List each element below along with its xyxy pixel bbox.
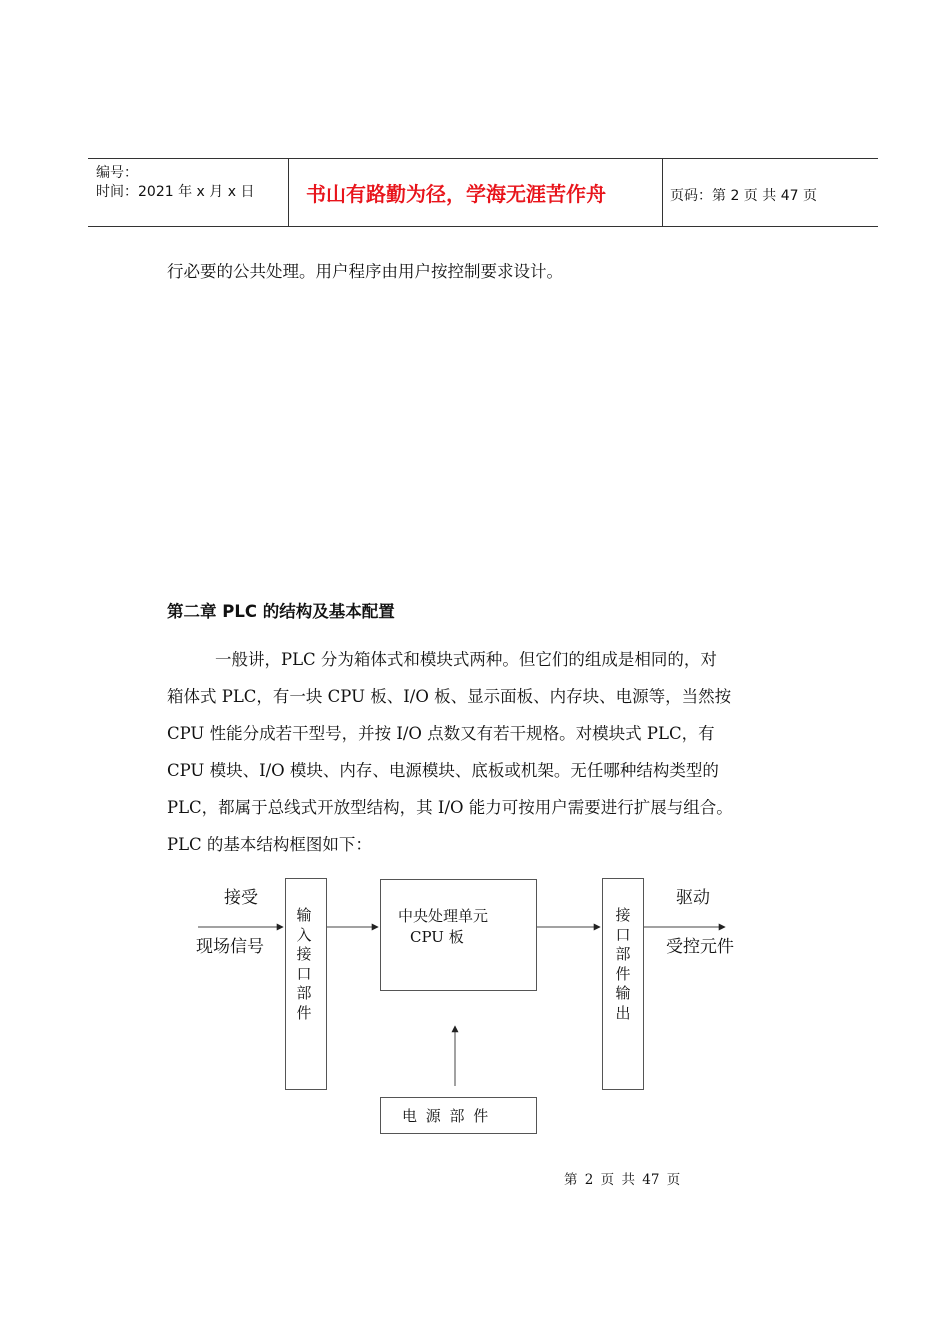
power-supply-label: 电 源 部 件 <box>402 1107 489 1125</box>
paragraph-line: CPU 模块、I/O 模块、内存、电源模块、底板或机架。无任哪种结构类型的 <box>167 761 719 780</box>
date-label: 时间：2021 年 x 月 x 日 <box>96 184 255 200</box>
paragraph-line: 箱体式 PLC，有一块 CPU 板、I/O 板、显示面板、内存块、电源等，当然按 <box>167 687 732 706</box>
chapter-heading: 第二章 PLC 的结构及基本配置 <box>167 602 395 621</box>
cpu-label-line2: CPU 板 <box>410 928 464 946</box>
left-label-field-signal: 现场信号 <box>196 937 264 957</box>
page-info: 页码：第 2 页 共 47 页 <box>670 188 817 204</box>
continued-line: 行必要的公共处理。用户程序由用户按控制要求设计。 <box>167 262 563 281</box>
right-label-drive: 驱动 <box>676 888 710 908</box>
right-label-controlled-element: 受控元件 <box>666 937 734 957</box>
output-interface-label: 接 口 部 件 输 出 <box>615 906 631 1022</box>
paragraph-line: PLC，都属于总线式开放型结构，其 I/O 能力可按用户需要进行扩展与组合。 <box>167 798 733 817</box>
paragraph-line: 一般讲，PLC 分为箱体式和模块式两种。但它们的组成是相同的，对 <box>215 650 717 669</box>
left-label-receive: 接受 <box>224 888 258 908</box>
page-footer: 第 2 页 共 47 页 <box>564 1172 681 1188</box>
input-interface-label: 输 入 接 口 部 件 <box>296 906 312 1022</box>
serial-number-label: 编号： <box>96 165 138 181</box>
paragraph-line: CPU 性能分成若干型号，并按 I/O 点数又有若干规格。对模块式 PLC，有 <box>167 724 715 743</box>
cpu-label-line1: 中央处理单元 <box>398 907 489 925</box>
header-slogan: 书山有路勤为径，学海无涯苦作舟 <box>306 182 606 206</box>
paragraph-line: PLC 的基本结构框图如下： <box>167 835 372 854</box>
